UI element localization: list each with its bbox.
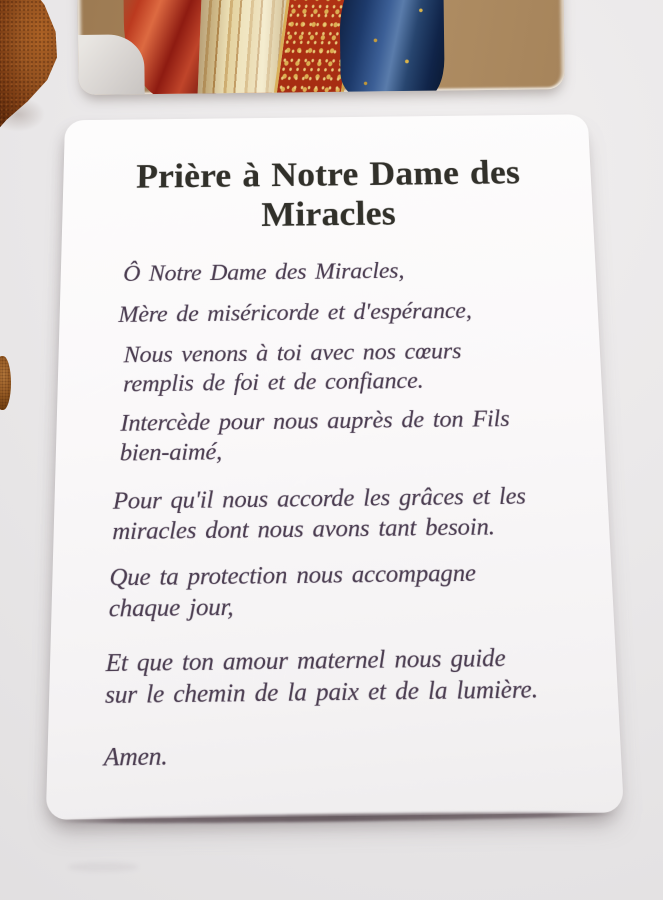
prayer-line: miracles dont nous avons tant besoin. xyxy=(112,512,496,545)
prayer-paragraph xyxy=(118,295,561,329)
prayer-line: Mère de miséricorde et d'espérance, xyxy=(118,297,472,328)
prayer-amen xyxy=(104,735,582,774)
prayer-paragraph xyxy=(120,403,568,468)
prayer-line: Amen. xyxy=(103,741,168,772)
prayer-card-text xyxy=(46,114,624,820)
prayer-line: Pour qu'il nous accorde les grâces et les xyxy=(112,482,527,515)
prayer-line: Intercède pour nous auprès de ton Fils xyxy=(120,404,510,437)
holy-picture-card xyxy=(77,0,564,95)
prayer-line: remplis de foi et de confiance. xyxy=(122,366,424,397)
prayer-title-line: des Miracles xyxy=(261,153,521,235)
small-bead xyxy=(0,356,11,410)
gold-star-speckles xyxy=(339,0,445,95)
prayer-paragraph xyxy=(123,335,565,398)
prayer-paragraph xyxy=(112,481,571,547)
prayer-paragraph xyxy=(109,557,575,625)
prayer-line: sur le chemin de la paix et de la lumière. xyxy=(104,674,539,709)
prayer-card xyxy=(46,114,624,820)
prayer-line: Que ta protection nous accompagne xyxy=(109,558,477,592)
prayer-line: chaque jour, xyxy=(108,592,234,623)
prayer-line: bien-aimé, xyxy=(119,437,223,467)
prayer-paragraph xyxy=(105,642,579,711)
prayer-title-line: Prière à Notre Dame xyxy=(135,154,460,196)
prayer-line: Et que ton amour maternel nous guide xyxy=(105,643,506,677)
prayer-line: Nous venons à toi avec nos cœurs xyxy=(123,337,462,368)
prayer-paragraph xyxy=(123,255,559,288)
prayer-title xyxy=(114,153,543,238)
surface-smudge xyxy=(68,862,138,872)
prayer-line: Ô Notre Dame des Miracles, xyxy=(122,257,405,287)
